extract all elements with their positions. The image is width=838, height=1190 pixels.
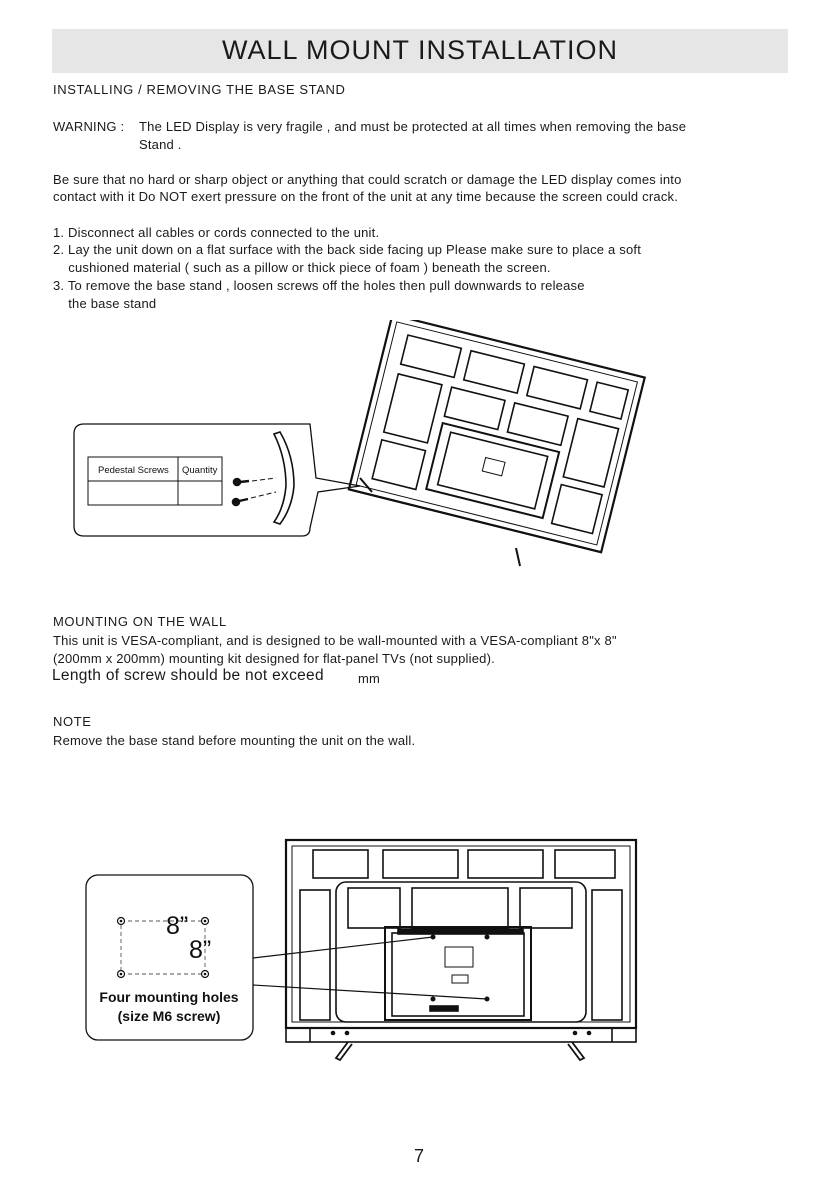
warning-label: WARNING : [53,119,125,134]
screw-icon [233,499,249,506]
page-title: WALL MOUNT INSTALLATION [221,35,619,65]
base-stand-removal-illustration [0,320,838,600]
page-number: 7 [413,1146,424,1166]
screw-icon [234,479,250,486]
warning-text-line2: Stand . [139,137,182,152]
mount-holes-label: Four mounting holes [99,989,239,1005]
dimension-horizontal-label: 8” [166,912,189,940]
section-heading-base-stand: INSTALLING / REMOVING THE BASE STAND [53,82,346,97]
mount-screw-size-label: (size M6 screw) [117,1008,221,1024]
tv-back-tilted [349,320,645,552]
stand-leg-icon [274,432,294,524]
warning-text-line1: The LED Display is very fragile , and must be protected at all times when removing the base [139,119,687,134]
callout-box [74,424,360,536]
wall-mount-illustration [0,830,838,1070]
screw-length-unit: mm [358,671,381,686]
vesa-text-line1: This unit is VESA-compliant, and is designed to be wall-mounted with a VESA-compliant 8"x 8" [53,633,617,648]
screw-length-text: Length of screw should be not exceed [52,667,324,684]
vesa-text-line2: (200mm x 200mm) mounting kit designed for flat-panel TVs (not supplied). [53,651,495,666]
note-heading: NOTE [53,714,92,729]
step-3-cont: the base stand [53,296,157,311]
title-bar [52,29,788,73]
dimension-vertical-label: 8” [189,936,212,964]
tv-back-flat [286,840,636,1042]
section-heading-mounting: MOUNTING ON THE WALL [53,614,227,629]
caution-text-line2: contact with it Do NOT exert pressure on the front of the unit at any time because the screen could crack. [53,189,679,204]
note-text: Remove the base stand before mounting the unit on the wall. [53,733,416,748]
step-1: 1. Disconnect all cables or cords connected to the unit. [53,225,380,240]
step-3: 3. To remove the base stand , loosen screws off the holes then pull downwards to release [53,278,585,293]
step-2-cont: cushioned material ( such as a pillow or thick piece of foam ) beneath the screen. [53,260,551,275]
caution-text-line1: Be sure that no hard or sharp object or anything that could scratch or damage the LED display comes into [53,172,682,187]
step-2: 2. Lay the unit down on a flat surface with the back side facing up Please make sure to place a soft [53,242,642,257]
table-header-quantity: Quantity [182,465,218,476]
table-header-pedestal-screws: Pedestal Screws [98,465,169,476]
